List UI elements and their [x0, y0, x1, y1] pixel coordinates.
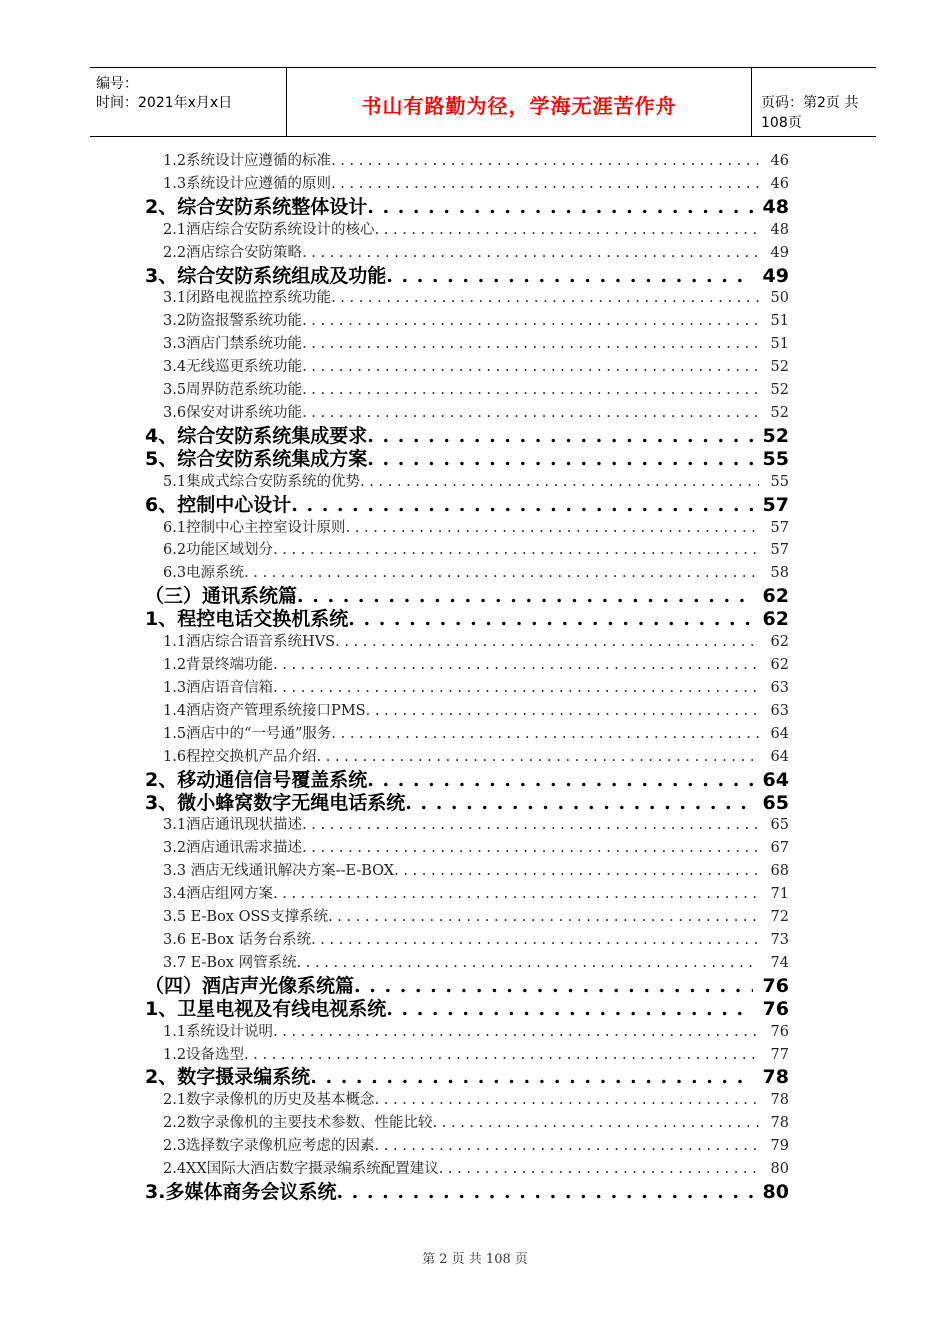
toc-entry-page: 62 [762, 608, 789, 631]
toc-entry-title: 3.6 E-Box 话务台系统 [163, 931, 312, 948]
toc-entry-title: 3.5 E-Box OSS支撑系统 [163, 909, 329, 926]
toc-entry-title: 3.3酒店门禁系统功能 [163, 336, 303, 353]
header-page-info: 页码：第2页 共108页 [761, 95, 859, 131]
toc-entry[interactable] [0, 220, 950, 240]
toc-entry[interactable] [0, 264, 950, 288]
toc-leader-dots [302, 838, 759, 858]
header-page-cell [751, 68, 876, 136]
toc-entry-page: 65 [762, 791, 789, 814]
toc-entry-page: 49 [762, 264, 789, 287]
toc-leader-dots [367, 424, 753, 448]
toc-entry-page: 52 [762, 424, 789, 447]
toc-entry[interactable] [0, 1113, 950, 1133]
toc-leader-dots [297, 953, 759, 973]
toc-leader-dots [302, 334, 759, 354]
toc-entry-title: （三）通讯系统篇 [145, 585, 298, 608]
toc-leader-dots [367, 447, 753, 471]
toc-entry-title: 3.2防盗报警系统功能 [163, 313, 303, 330]
toc-entry[interactable] [0, 607, 950, 631]
toc-entry-title: 1.2系统设计应遵循的标准 [163, 153, 332, 169]
toc-leader-dots [439, 1159, 759, 1179]
toc-entry-title: 6.1控制中心主控室设计原则 [163, 519, 346, 536]
toc-leader-dots [273, 1022, 759, 1042]
toc-entry-page: 57 [762, 493, 789, 516]
toc-entry-page: 52 [770, 405, 789, 422]
toc-entry-title: 2.2数字录像机的主要技术参数、性能比较 [163, 1115, 433, 1132]
toc-entry[interactable] [0, 930, 950, 950]
toc-leader-dots [244, 563, 759, 583]
toc-leader-dots [360, 472, 759, 492]
toc-entry-title: 1.5酒店中的“一号通”服务 [163, 725, 332, 742]
toc-entry-page: 57 [770, 542, 789, 559]
toc-leader-dots [375, 1136, 759, 1156]
toc-entry-page: 67 [770, 840, 789, 857]
toc-leader-dots [354, 974, 753, 998]
toc-entry-title: 6.2功能区域划分 [163, 542, 274, 559]
toc-entry-page: 55 [770, 473, 789, 490]
toc-leader-dots [386, 264, 753, 288]
toc-entry-title: 1.4酒店资产管理系统接口PMS [163, 702, 366, 719]
toc-entry-page: 64 [762, 768, 789, 791]
toc-entry-title: 3、微小蜂窝数字无绳电话系统 [145, 791, 406, 814]
toc-leader-dots [366, 701, 759, 721]
toc-leader-dots [394, 861, 759, 881]
toc-leader-dots [367, 768, 753, 792]
toc-entry-page: 65 [770, 817, 789, 834]
toc-entry[interactable] [0, 403, 950, 423]
toc-leader-dots [331, 288, 759, 308]
header-meta [90, 68, 286, 136]
toc-entry-title: 3.4无线巡更系统功能 [163, 359, 303, 376]
toc-entry-page: 57 [770, 519, 789, 536]
toc-entry[interactable] [0, 447, 950, 471]
toc-leader-dots [273, 678, 759, 698]
toc-entry-title: 2、移动通信信号覆盖系统 [145, 768, 368, 791]
toc-entry-page: 64 [770, 748, 789, 765]
toc-entry[interactable] [0, 1022, 950, 1042]
toc-entry[interactable] [0, 768, 950, 792]
toc-entry-page: 62 [762, 585, 789, 608]
toc-leader-dots [302, 311, 759, 331]
toc-leader-dots [346, 518, 759, 538]
toc-entry[interactable] [0, 195, 950, 219]
toc-entry[interactable] [0, 493, 950, 517]
toc-leader-dots [273, 655, 759, 675]
toc-entry-page: 80 [770, 1161, 789, 1178]
toc-entry-page: 50 [770, 290, 789, 307]
toc-entry-title: 3.6保安对讲系统功能 [163, 405, 303, 422]
toc-entry-title: 1.2设备选型 [163, 1046, 245, 1063]
toc-leader-dots [311, 930, 759, 950]
toc-entry-page: 71 [770, 886, 789, 903]
header-motto: 书山有路勤为径，学海无涯苦作舟 [361, 94, 677, 118]
toc-entry[interactable] [0, 632, 950, 652]
toc-entry-title: 2.4XX国际大酒店数字摄录编系统配置建议 [163, 1161, 439, 1178]
toc-entry-title: 6.3电源系统 [163, 565, 245, 582]
toc-entry[interactable] [0, 815, 950, 835]
toc-leader-dots [291, 493, 753, 517]
toc-entry-page: 52 [770, 359, 789, 376]
toc-leader-dots [433, 1113, 759, 1133]
toc-entry[interactable] [0, 974, 950, 998]
toc-leader-dots [336, 1180, 753, 1204]
toc-leader-dots [310, 1065, 753, 1089]
toc-entry-page: 63 [770, 679, 789, 696]
toc-entry[interactable] [0, 1136, 950, 1156]
toc-entry-title: 2.1数字录像机的历史及基本概念 [163, 1092, 375, 1109]
toc-entry-title: 1.3系统设计应遵循的原则 [163, 175, 332, 192]
toc-entry[interactable] [0, 357, 950, 377]
toc-entry[interactable] [0, 861, 950, 881]
toc-entry[interactable] [0, 174, 950, 194]
toc-leader-dots [405, 791, 753, 815]
toc-entry-page: 73 [770, 931, 789, 948]
toc-entry[interactable] [0, 472, 950, 492]
toc-leader-dots [375, 220, 759, 240]
toc-entry-page: 52 [770, 382, 789, 399]
toc-entry-title: 3.3 酒店无线通讯解决方案--E-BOX [163, 863, 395, 880]
toc-entry-title: （四）酒店声光像系统篇 [145, 974, 355, 997]
toc-leader-dots [297, 584, 753, 608]
toc-leader-dots [328, 907, 759, 927]
toc-entry[interactable] [0, 701, 950, 721]
toc-entry-title: 6、控制中心设计 [145, 493, 292, 516]
toc-entry[interactable] [0, 1045, 950, 1065]
toc-entry-title: 3.7 E-Box 网管系统 [163, 954, 297, 971]
toc-entry[interactable] [0, 997, 950, 1021]
toc-entry[interactable] [0, 791, 950, 815]
toc-entry-page: 49 [770, 244, 789, 261]
toc-leader-dots [331, 151, 759, 171]
toc-entry-page: 58 [770, 565, 789, 582]
toc-entry[interactable] [0, 655, 950, 675]
toc-entry-page: 78 [762, 1066, 789, 1089]
toc-entry[interactable] [0, 424, 950, 448]
page-footer: 第 2 页 共 108 页 [422, 1252, 528, 1267]
toc-entry-title: 3.4酒店组网方案 [163, 886, 274, 903]
header-motto-cell [286, 68, 752, 136]
toc-entry[interactable] [0, 678, 950, 698]
toc-entry-page: 55 [762, 447, 789, 470]
toc-entry[interactable] [0, 907, 950, 927]
toc-entry-page: 80 [762, 1181, 789, 1203]
toc-entry[interactable] [0, 747, 950, 767]
toc-leader-dots [273, 884, 759, 904]
toc-leader-dots [367, 195, 753, 219]
toc-entry-title: 1、卫星电视及有线电视系统 [145, 997, 387, 1020]
toc-entry[interactable] [0, 380, 950, 400]
toc-entry-title: 3.1闭路电视监控系统功能 [163, 290, 332, 307]
toc-leader-dots [302, 403, 759, 423]
page-header [90, 67, 876, 137]
toc-leader-dots [302, 357, 759, 377]
toc-entry[interactable] [0, 724, 950, 744]
toc-entry-title: 5、综合安防系统集成方案 [145, 447, 368, 470]
toc-leader-dots [348, 607, 753, 631]
toc-leader-dots [335, 632, 759, 652]
toc-entry[interactable] [0, 1090, 950, 1110]
toc-entry-page: 64 [770, 725, 789, 742]
toc-entry-title: 3.多媒体商务会议系统 [145, 1181, 337, 1203]
toc-entry[interactable] [0, 563, 950, 583]
toc-entry-page: 74 [770, 954, 789, 971]
toc-entry-title: 4、综合安防系统集成要求 [145, 424, 368, 447]
header-time-label: 时间：2021年x月x日 [96, 95, 233, 111]
toc-entry-title: 1.3酒店语音信箱 [163, 679, 274, 696]
toc-entry-title: 3、综合安防系统组成及功能 [145, 264, 387, 287]
toc-entry[interactable] [0, 311, 950, 331]
header-number-label: 编号： [96, 76, 138, 92]
toc-entry[interactable] [0, 584, 950, 608]
toc-leader-dots [273, 540, 759, 560]
toc-entry[interactable] [0, 243, 950, 263]
toc-entry-title: 2.3选择数字录像机应考虑的因素 [163, 1138, 375, 1155]
toc-entry[interactable] [0, 1065, 950, 1089]
toc-leader-dots [331, 174, 759, 194]
toc-entry-page: 51 [770, 313, 789, 330]
toc-entry[interactable] [0, 288, 950, 308]
toc-entry-title: 1.6程控交换机产品介绍 [163, 748, 317, 765]
toc-entry-title: 1.1系统设计说明 [163, 1023, 274, 1040]
toc-entry-page: 76 [762, 974, 789, 997]
toc-entry[interactable] [0, 838, 950, 858]
toc-entry-page: 48 [762, 195, 789, 218]
toc-entry-page: 78 [770, 1092, 789, 1109]
toc-entry-title: 3.1酒店通讯现状描述 [163, 817, 303, 834]
toc-entry-title: 3.2酒店通讯需求描述 [163, 840, 303, 857]
toc-entry-page: 62 [770, 657, 789, 674]
toc-entry-page: 76 [770, 1023, 789, 1040]
toc-entry[interactable] [0, 953, 950, 973]
toc-entry[interactable] [0, 334, 950, 354]
toc-entry-page: 62 [770, 634, 789, 651]
toc-entry-page: 68 [770, 863, 789, 880]
toc-entry-title: 2.1酒店综合安防系统设计的核心 [163, 221, 375, 238]
toc-entry-title: 1.2背景终端功能 [163, 657, 274, 674]
toc-entry[interactable] [0, 540, 950, 560]
toc-leader-dots [244, 1045, 759, 1065]
toc-entry-page: 63 [770, 702, 789, 719]
toc-leader-dots [317, 747, 759, 767]
toc-entry[interactable] [0, 151, 950, 171]
toc-entry-title: 1.1酒店综合语音系统HVS [163, 634, 336, 651]
toc-entry-title: 2、数字摄录编系统 [145, 1066, 311, 1089]
toc-entry-title: 2.2酒店综合安防策略 [163, 244, 303, 261]
toc-leader-dots [302, 815, 759, 835]
toc-entry[interactable] [0, 1159, 950, 1179]
toc-entry[interactable] [0, 518, 950, 538]
toc-leader-dots [331, 724, 759, 744]
toc-entry-page: 46 [770, 153, 789, 169]
toc-entry-page: 78 [770, 1115, 789, 1132]
toc-entry-page: 72 [770, 909, 789, 926]
toc-leader-dots [386, 997, 753, 1021]
toc-leader-dots [302, 380, 759, 400]
toc-entry-page: 77 [770, 1046, 789, 1063]
toc-entry-title: 2、综合安防系统整体设计 [145, 195, 368, 218]
toc-entry-title: 1、程控电话交换机系统 [145, 608, 349, 631]
toc-entry-page: 46 [770, 175, 789, 192]
toc-entry-title: 5.1集成式综合安防系统的优势 [163, 473, 361, 490]
toc-entry-title: 3.5周界防范系统功能 [163, 382, 303, 399]
toc-entry[interactable] [0, 1180, 950, 1204]
toc-entry-page: 48 [770, 221, 789, 238]
toc-entry-page: 76 [762, 997, 789, 1020]
toc-entry[interactable] [0, 884, 950, 904]
toc-entry-page: 51 [770, 336, 789, 353]
toc-leader-dots [375, 1090, 759, 1110]
toc-leader-dots [302, 243, 759, 263]
toc-entry-page: 79 [770, 1138, 789, 1155]
